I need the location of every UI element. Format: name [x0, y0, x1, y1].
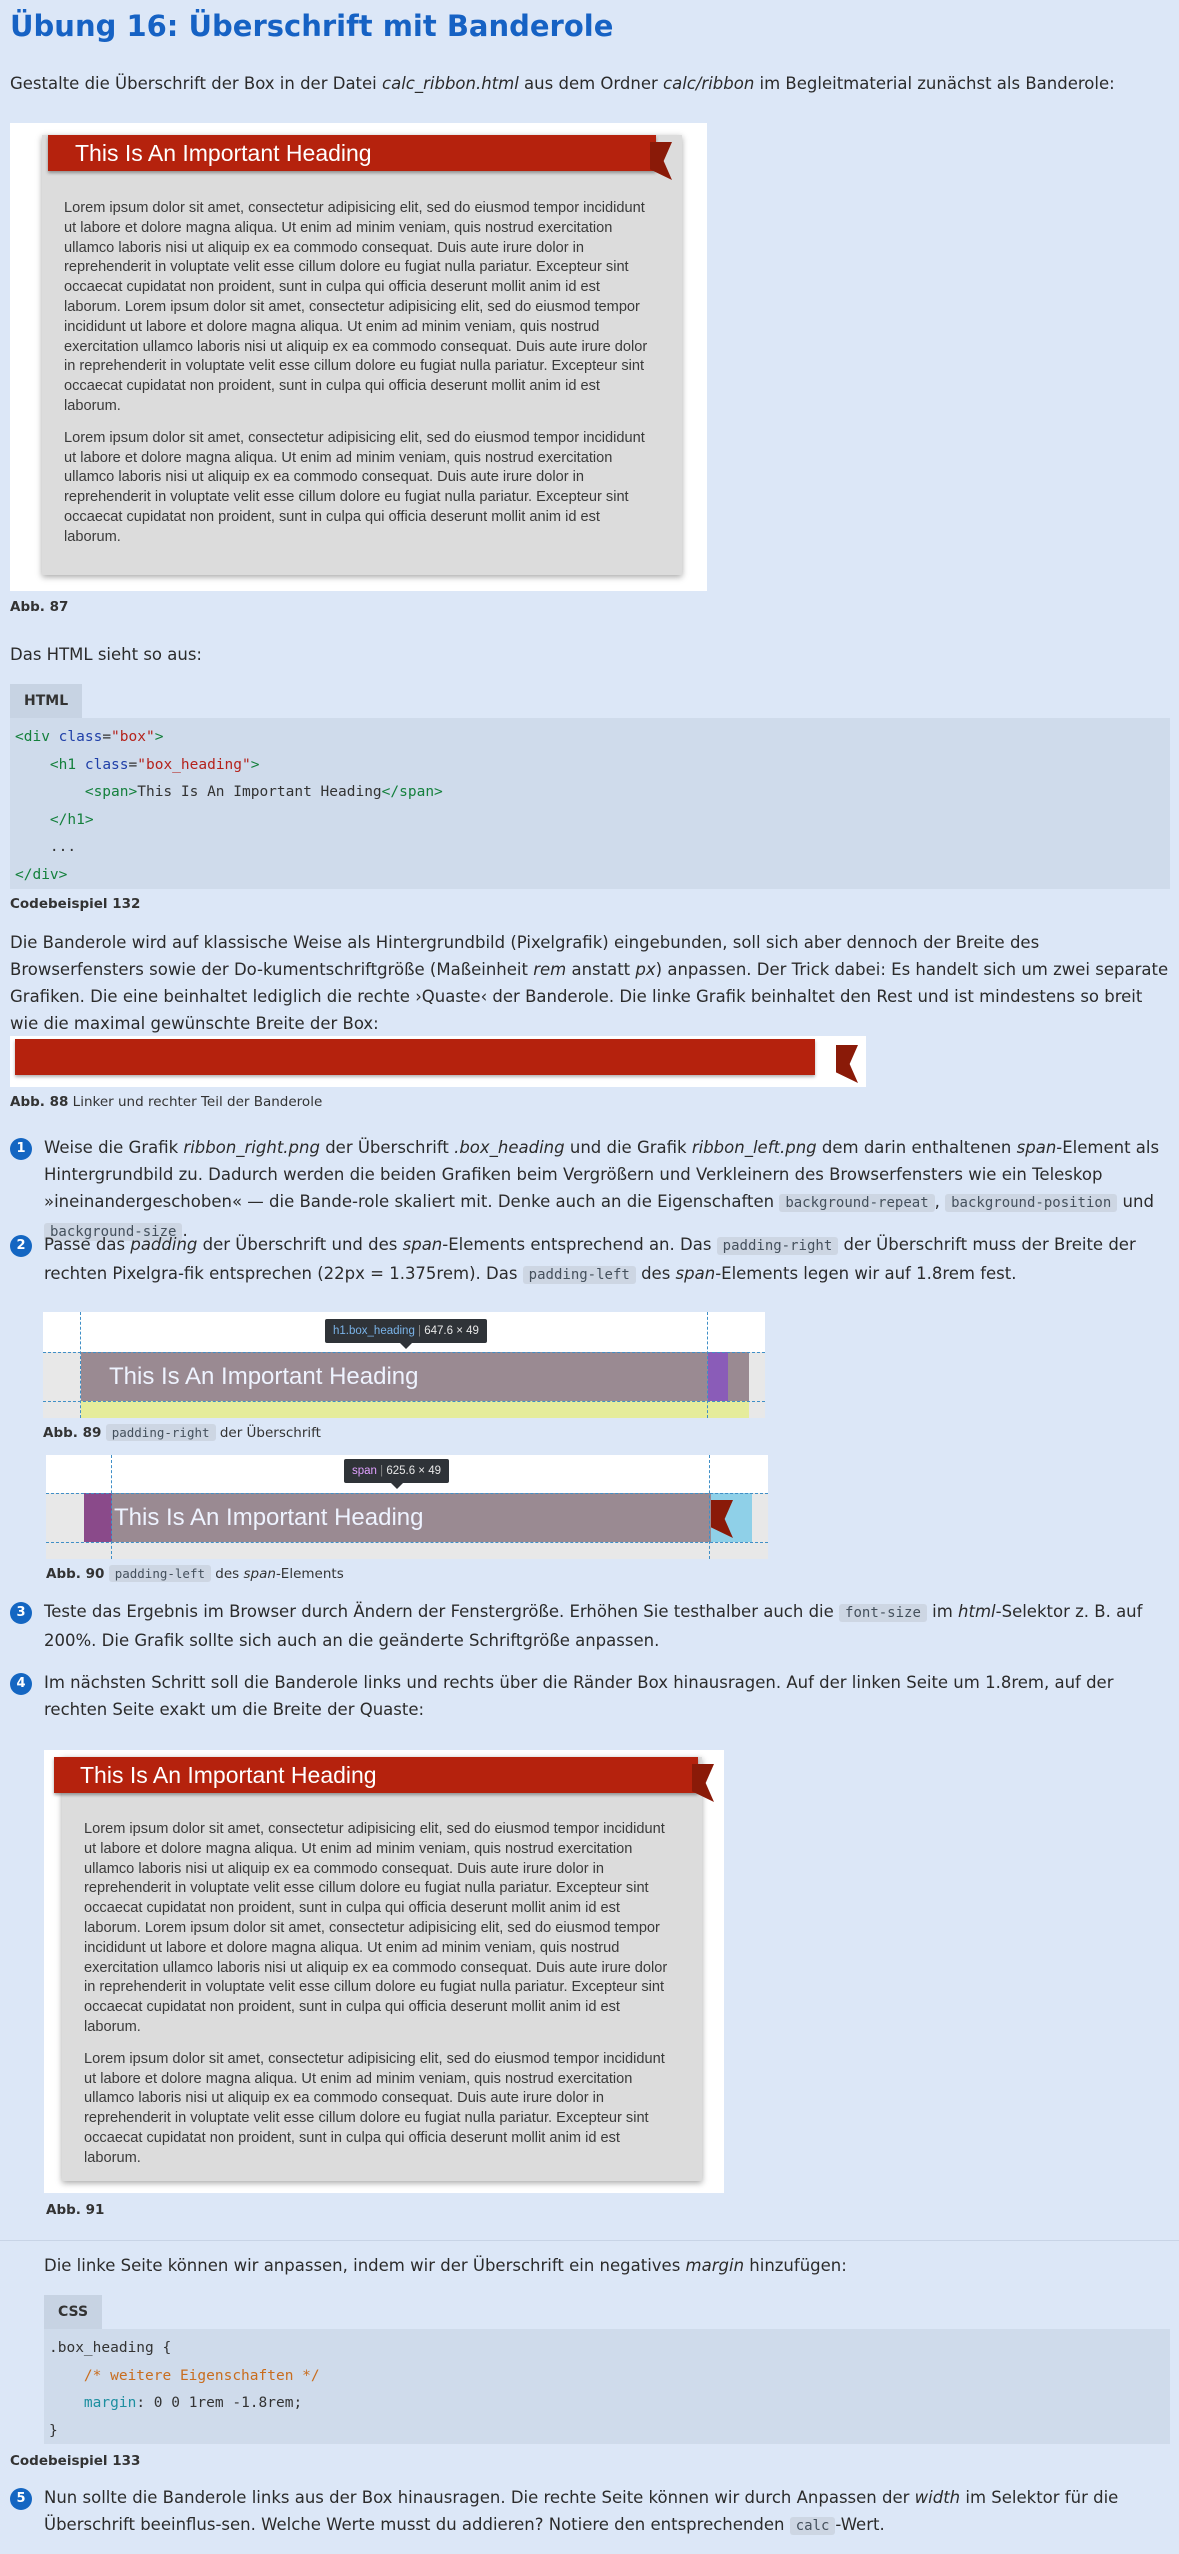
step-number: 5	[10, 2488, 32, 2510]
step-3-text: Teste das Ergebnis im Browser durch Ändern der Fenstergröße. Erhöhen Sie testhalber auch die font-size im html-Selektor z. B. auf 200%. Die Grafik sollte sich auch an die geänderte Schriftgröße anpassen.	[44, 1602, 1143, 1650]
step-number: 1	[10, 1138, 32, 1160]
figure-caption: Abb. 87	[10, 599, 69, 615]
figure-caption: Abb. 90 padding-left des span-Elements	[46, 1566, 344, 1582]
box-paragraph: Lorem ipsum dolor sit amet, consectetur adipisicing elit, sed do eiusmod tempor incididunt ut labore et dolore magna aliqua. Ut enim ad minim veniam, quis nostrud exercitation ullamco laboris nisi ut aliquip ex ea commodo consequat. Duis aute irure dolor in reprehenderit in voluptate velit esse cillum dolore eu fugiat nulla pariatur. Excepteur sint occaecat cupidatat non proident, sunt in culpa qui officia deserunt mollit anim id est laborum. Lorem ipsum dolor sit amet, consectetur adipisicing elit, sed do eiusmod tempor incididunt ut labore et dolore magna aliqua. Ut enim ad minim veniam, quis nostrud exercitation ullamco laboris nisi ut aliquip ex ea commodo consequat. Duis aute irure dolor in reprehenderit in voluptate velit esse cillum dolore eu fugiat nulla pariatur. Excepteur sint occaecat cupidatat non proident, sunt in culpa qui officia deserunt mollit anim id est laborum.	[84, 1821, 668, 2035]
html-intro: Das HTML sieht so aus:	[10, 645, 202, 664]
box-paragraph: Lorem ipsum dolor sit amet, consectetur adipisicing elit, sed do eiusmod tempor incididunt ut labore et dolore magna aliqua. Ut enim ad minim veniam, quis nostrud exercitation ullamco laboris nisi ut aliquip ex ea commodo consequat. Duis aute irure dolor in reprehenderit in voluptate velit esse cillum dolore eu fugiat nulla pariatur. Excepteur sint occaecat cupidatat non proident, sunt in culpa qui officia deserunt mollit anim id est laborum.	[64, 429, 645, 545]
page-title: Übung 16: Überschrift mit Banderole	[10, 9, 614, 43]
step-number: 4	[10, 1673, 32, 1695]
figure-87	[10, 123, 707, 591]
devtools-tooltip: span | 625.6 × 49	[344, 1459, 449, 1483]
box-paragraph: Lorem ipsum dolor sit amet, consectetur adipisicing elit, sed do eiusmod tempor incididunt ut labore et dolore magna aliqua. Ut enim ad minim veniam, quis nostrud exercitation ullamco laboris nisi ut aliquip ex ea commodo consequat. Duis aute irure dolor in reprehenderit in voluptate velit esse cillum dolore eu fugiat nulla pariatur. Excepteur sint occaecat cupidatat non proident, sunt in culpa qui officia deserunt mollit anim id est laborum.	[84, 2050, 665, 2166]
step-5-text: Nun sollte die Banderole links aus der Box hinausragen. Die rechte Seite können wir durch Anpassen der width im Selektor für die Überschrift beeinflus-sen. Welche Werte musst du addieren? Notiere den entsprechenden calc -Wert.	[44, 2488, 1119, 2534]
ribbon-left-graphic	[15, 1039, 815, 1075]
code-caption: Codebeispiel 133	[10, 2453, 141, 2469]
figure-caption: Abb. 91	[46, 2202, 105, 2218]
devtools-tooltip: h1.box_heading | 647.6 × 49	[325, 1319, 487, 1343]
figure-caption: Abb. 89 padding-right der Überschrift	[43, 1425, 321, 1441]
figure-88	[10, 1036, 866, 1087]
margin-intro: Die linke Seite können wir anpassen, indem wir der Überschrift ein negatives margin hinzufügen:	[44, 2256, 847, 2275]
devtools-heading-text: This Is An Important Heading	[109, 1363, 419, 1390]
step-2-text: Passe das padding der Überschrift und des span-Elements entsprechend an. Das padding-right der Überschrift muss der Breite der rechten Pixelgra-fik entsprechen (22px = 1.375rem). Das padding-left des span-Elements legen wir auf 1.8rem fest.	[44, 1235, 1136, 1283]
html-code-block: <div class="box"> <h1 class="box_heading"> <span>This Is An Important Heading</span> </h1> ... </div>	[10, 718, 1170, 889]
figure-caption: Abb. 88 Linker und rechter Teil der Banderole	[10, 1094, 323, 1110]
box-paragraph: Lorem ipsum dolor sit amet, consectetur adipisicing elit, sed do eiusmod tempor incididunt ut labore et dolore magna aliqua. Ut enim ad minim veniam, quis nostrud exercitation ullamco laboris nisi ut aliquip ex ea commodo consequat. Duis aute irure dolor in reprehenderit in voluptate velit esse cillum dolore eu fugiat nulla pariatur. Excepteur sint occaecat cupidatat non proident, sunt in culpa qui officia deserunt mollit anim id est laborum. Lorem ipsum dolor sit amet, consectetur adipisicing elit, sed do eiusmod tempor incididunt ut labore et dolore magna aliqua. Ut enim ad minim veniam, quis nostrud exercitation ullamco laboris nisi ut aliquip ex ea commodo consequat. Duis aute irure dolor in reprehenderit in voluptate velit esse cillum dolore eu fugiat nulla pariatur. Excepteur sint occaecat cupidatat non proident, sunt in culpa qui officia deserunt mollit anim id est laborum.	[64, 200, 648, 414]
content-box	[62, 1757, 702, 2181]
intro-text: Gestalte die Überschrift der Box in der Datei calc_ribbon.html aus dem Ordner calc/ribbon im Begleitmaterial zunächst als Banderole:	[10, 74, 1115, 93]
code-caption: Codebeispiel 132	[10, 896, 141, 912]
css-code-block: .box_heading { /* weitere Eigenschaften */ margin: 0 0 1rem -1.8rem; }	[44, 2329, 1170, 2444]
devtools-heading-text: This Is An Important Heading	[114, 1504, 424, 1531]
banderole-paragraph: Die Banderole wird auf klassische Weise als Hintergrundbild (Pixelgrafik) eingebunden, soll sich aber dennoch der Breite des Browserfensters sowie der Do-kumentschriftgröße (Maßeinheit rem anstatt px) anpassen. Der Trick dabei: Es handelt sich um zwei separate Grafiken. Die eine beinhaltet lediglich die rechte ›Quaste‹ der Banderole. Die linke Grafik beinhaltet den Rest und ist mindestens so breit wie die maximal gewünschte Breite der Box:	[10, 933, 1169, 1033]
ribbon-heading: This Is An Important Heading	[54, 1757, 698, 1793]
code-tab-css: CSS	[44, 2295, 102, 2329]
devtools-figure-90	[46, 1455, 768, 1559]
step-number: 3	[10, 1602, 32, 1624]
figure-91	[44, 1750, 724, 2193]
devtools-figure-89	[43, 1312, 765, 1418]
divider	[0, 2240, 1179, 2241]
step-1-text: Weise die Grafik ribbon_right.png der Überschrift .box_heading und die Grafik ribbon_left.png dem darin enthaltenen span-Element als Hintergrundbild zu. Dadurch werden die beiden Grafiken beim Vergrößern und Verkleinern des Browserfensters wie ein Teleskop »ineinandergeschoben« — die Bande-role skaliert mit. Denke auch an die Eigenschaften background-repeat , background-position und background-size .	[44, 1138, 1160, 1240]
step-4-text: Im nächsten Schritt soll die Banderole links und rechts über die Ränder Box hinausragen. Auf der linken Seite um 1.8rem, auf der rechten Seite exakt um die Breite der Quaste:	[44, 1673, 1114, 1719]
ribbon-right-graphic	[836, 1045, 858, 1083]
content-box	[42, 135, 682, 575]
ribbon-heading: This Is An Important Heading	[48, 135, 656, 171]
code-tab-html: HTML	[10, 684, 82, 718]
step-number: 2	[10, 1235, 32, 1257]
